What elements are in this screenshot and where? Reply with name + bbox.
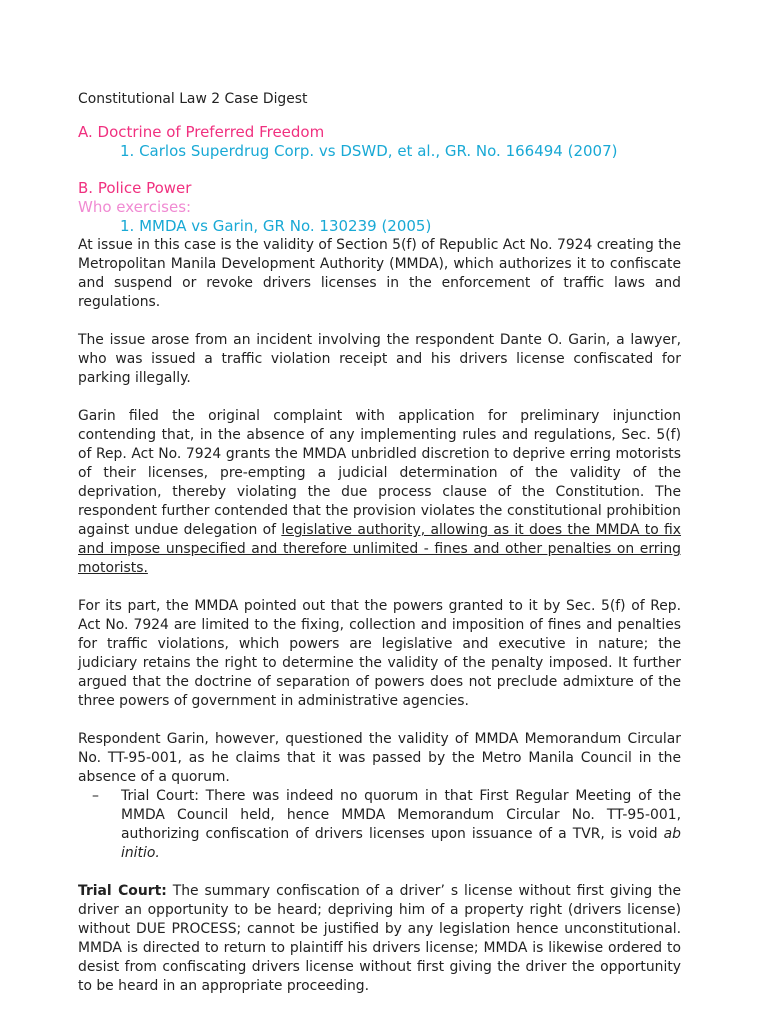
paragraph-trial-court	[78, 882, 681, 996]
paragraph-mmda-argument: For its part, the MMDA pointed out that the powers granted to it by Sec. 5(f) of Rep. Act No. 7924 are limited to the fixing, collection and imposition of fines and penalties for traffic violations, which powers are legislative and executive in nature; the judiciary retains the right to determine the validity of the penalty imposed. It further argued that the doctrine of separation of powers does not preclude admixture of the three powers of government in administrative agencies.	[78, 598, 681, 709]
paragraph-complaint	[78, 407, 681, 578]
trial-court-quorum-text: Trial Court: There was indeed no quorum in that First Regular Meeting of the MMDA Council held, hence MMDA Memorandum Circular No. TT-95-001, authorizing confiscation of drivers licenses upon issuance of a TVR, is void	[121, 788, 681, 842]
document-page	[78, 90, 681, 996]
italic-phrase: ab initio.	[121, 826, 681, 861]
trial-court-text: The summary confiscation of a driver’ s license without first giving the driver an opportunity to be heard; depriving him of a property right (drivers license) without DUE PROCESS; cannot be justified by any legislation hence unconstitutional. MMDA is directed to return to plaintiff his drivers license; MMDA is likewise ordered to desist from confiscating drivers license without first giving the driver the opportunity to be heard in an appropriate proceeding.	[78, 883, 681, 994]
complaint-underlined-text: legislative authority, allowing as it does the MMDA to fix and impose unspecified and therefore unlimited - fines and other penalties on erring motorists.	[78, 522, 682, 576]
section-a-case: 1. Carlos Superdrug Corp. vs DSWD, et al., GR. No. 166494 (2007)	[120, 142, 618, 160]
paragraph-garin-question: Respondent Garin, however, questioned the validity of MMDA Memorandum Circular No. TT-95-001, as he claims that it was passed by the Metro Manila Council in the absence of a quorum.	[78, 731, 681, 785]
paragraph-incident: The issue arose from an incident involving the respondent Dante O. Garin, a lawyer, who was issued a traffic violation receipt and his drivers license confiscated for parking illegally.	[78, 332, 681, 386]
section-b-heading: B. Police Power	[78, 179, 192, 197]
section-a-heading: A. Doctrine of Preferred Freedom	[78, 123, 325, 141]
list-item	[78, 787, 681, 863]
paragraph-issue: At issue in this case is the validity of Section 5(f) of Republic Act No. 7924 creating the Metropolitan Manila Development Authority (MMDA), which authorizes it to confiscate and suspend or revoke drivers licenses in the enforcement of traffic laws and regulations.	[78, 237, 681, 310]
section-b-case: 1. MMDA vs Garin, GR No. 130239 (2005)	[120, 217, 432, 235]
trial-court-label: Trial Court:	[78, 883, 167, 899]
dash-bullet: –	[92, 788, 99, 804]
list-item-text	[121, 787, 681, 863]
section-b-subheading: Who exercises:	[78, 198, 192, 216]
document-title: Constitutional Law 2 Case Digest	[78, 91, 308, 107]
complaint-text: Garin filed the original complaint with application for preliminary injunction contending that, in the absence of any implementing rules and regulations, Sec. 5(f) of Rep. Act No. 7924 grants the MMDA unbridled discretion to deprive erring motorists of their licenses, pre-empting a judicial determination of the validity of the deprivation, thereby violating the due process clause of the Constitution. The respondent further contended that the provision violates the constitutional prohibition against undue delegation of	[78, 408, 681, 538]
